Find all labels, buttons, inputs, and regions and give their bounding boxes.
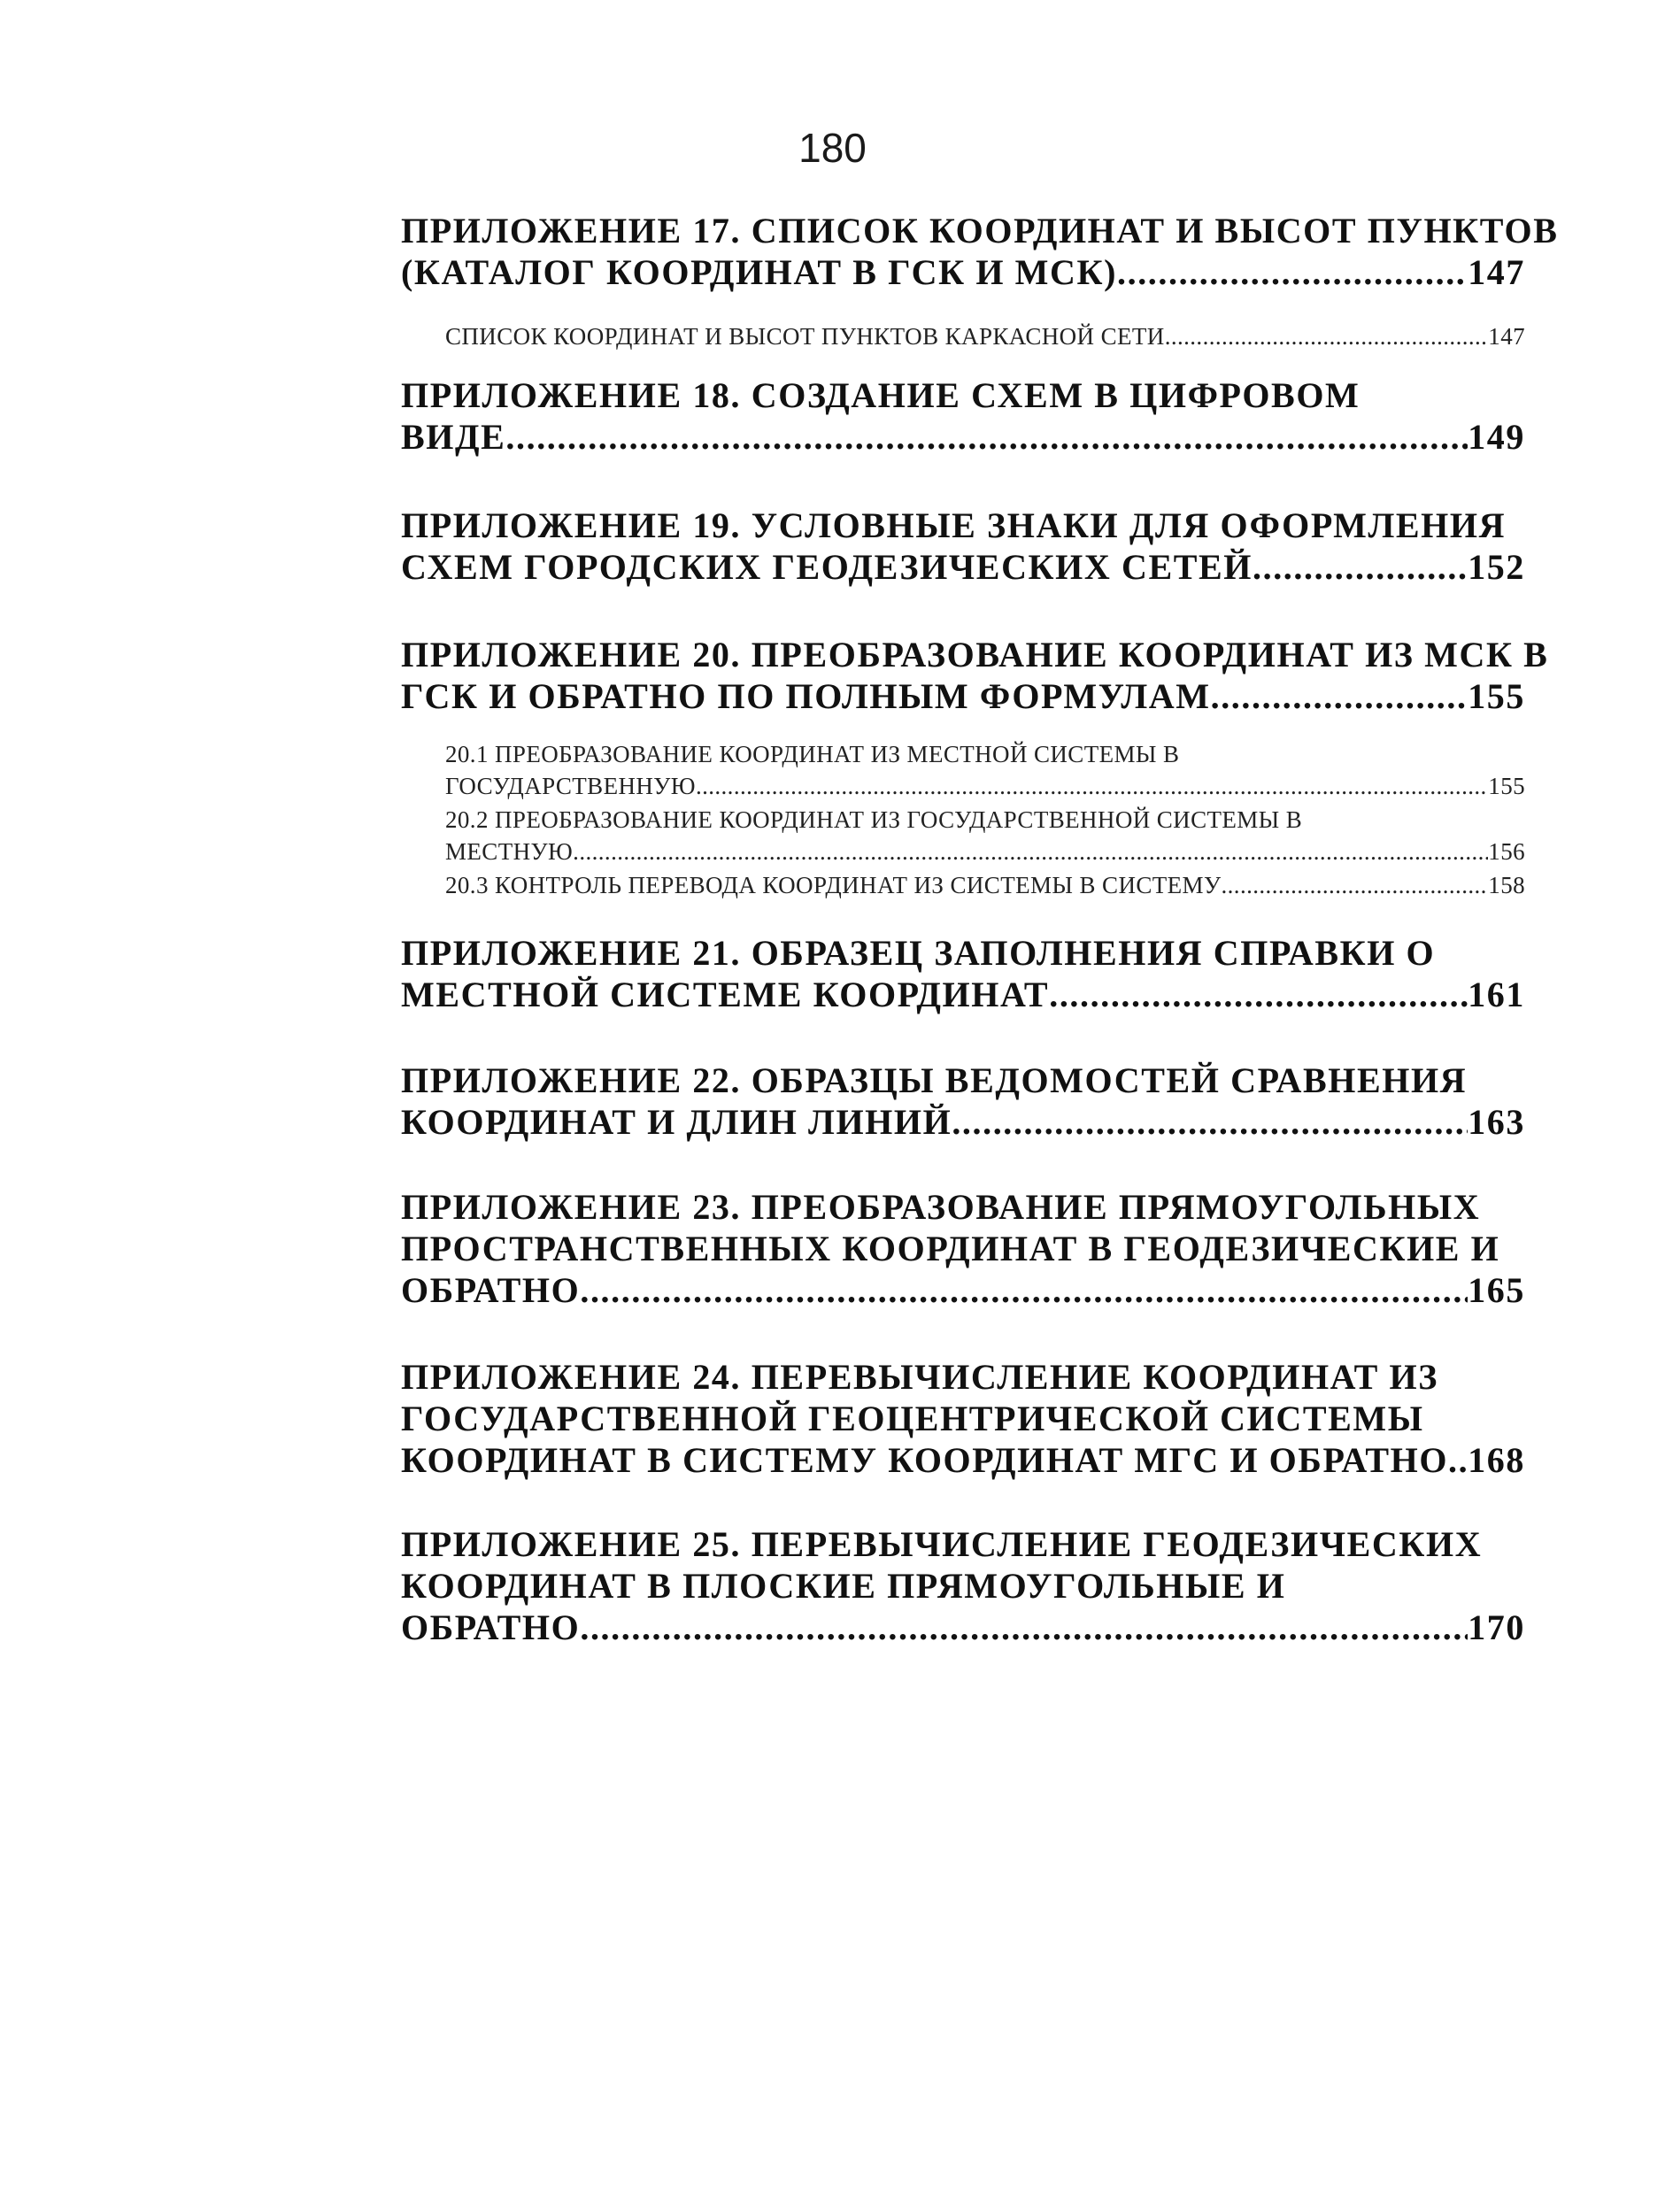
toc-entry-page-number: 155 [1468,676,1525,716]
toc-entry-appendix-20[interactable] [401,634,1549,717]
dot-leader [696,770,1488,802]
toc-entry-page-number: 156 [1488,838,1525,865]
toc-entry-leader-line [445,770,1525,802]
page-number: 180 [798,125,867,171]
toc-entry-page-number: 163 [1468,1102,1525,1142]
dot-leader [580,1269,1468,1311]
toc-entry-title-line: СПИСОК КООРДИНАТ И ВЫСОТ ПУНКТОВ КАРКАСНОЙ СЕТИ [445,323,1165,350]
toc-entry-leader-line [401,974,1525,1015]
toc-entry-leader-line [445,836,1525,867]
toc-entry-leader-line [445,869,1525,901]
dot-leader [1253,546,1468,588]
toc-entry-leader-line [445,320,1525,352]
toc-entry-leader-line [401,1439,1525,1481]
toc-entry-page-number: 161 [1468,975,1525,1014]
toc-entry-appendix-23[interactable] [401,1186,1525,1311]
toc-entry-leader-line [401,1607,1525,1648]
toc-entry-appendix-25[interactable] [401,1523,1525,1648]
dot-leader [952,1101,1468,1143]
toc-entry-title-line: ПРИЛОЖЕНИЕ 25. ПЕРЕВЫЧИСЛЕНИЕ ГЕОДЕЗИЧЕСКИХ [401,1524,1483,1564]
toc-entry-title-line: 20.3 КОНТРОЛЬ ПЕРЕВОДА КООРДИНАТ ИЗ СИСТЕМЫ В СИСТЕМУ [445,872,1222,898]
toc-entry-title-line: МЕСТНУЮ [445,838,574,865]
toc-entry-leader-line [401,1101,1525,1143]
toc-entry-page-number: 152 [1468,547,1525,587]
toc-entry-title-line: ПРИЛОЖЕНИЕ 22. ОБРАЗЦЫ ВЕДОМОСТЕЙ СРАВНЕНИЯ [401,1060,1468,1100]
dot-leader [573,836,1488,867]
toc-entry-appendix-19[interactable] [401,505,1525,588]
toc-entry-page-number: 155 [1488,773,1525,799]
toc-entry-title-line: 20.2 ПРЕОБРАЗОВАНИЕ КООРДИНАТ ИЗ ГОСУДАРСТВЕННОЙ СИСТЕМЫ В [445,806,1303,833]
toc-entry-title-line: ПРИЛОЖЕНИЕ 17. СПИСОК КООРДИНАТ И ВЫСОТ ПУНКТОВ [401,211,1559,250]
toc-subentry-framework-network[interactable] [445,320,1525,352]
toc-entry-title-line: ПРИЛОЖЕНИЕ 18. СОЗДАНИЕ СХЕМ В ЦИФРОВОМ [401,375,1361,415]
toc-entry-title-line: ПРИЛОЖЕНИЕ 21. ОБРАЗЕЦ ЗАПОЛНЕНИЯ СПРАВКИ О [401,933,1436,973]
toc-entry-title-line: (КАТАЛОГ КООРДИНАТ В ГСК И МСК) [401,252,1117,292]
toc-entry-title-line: МЕСТНОЙ СИСТЕМЕ КООРДИНАТ [401,975,1050,1014]
toc-entry-page-number: 147 [1468,252,1525,292]
toc-entry-page-number: 165 [1468,1270,1525,1310]
toc-entry-leader-line [401,546,1525,588]
toc-entry-title-line: СХЕМ ГОРОДСКИХ ГЕОДЕЗИЧЕСКИХ СЕТЕЙ [401,547,1253,587]
dot-leader [505,416,1468,458]
dot-leader [1448,1439,1468,1481]
toc-entry-title-line: ПРИЛОЖЕНИЕ 24. ПЕРЕВЫЧИСЛЕНИЕ КООРДИНАТ ИЗ [401,1357,1438,1397]
toc-subentry-20-2[interactable] [445,804,1525,867]
dot-leader [1211,675,1468,717]
toc-entry-title-line: ПРИЛОЖЕНИЕ 19. УСЛОВНЫЕ ЗНАКИ ДЛЯ ОФОРМЛЕНИЯ [401,505,1507,545]
toc-entry-title-line: ОБРАТНО [401,1607,581,1647]
toc-entry-title-line: ПРОСТРАНСТВЕННЫХ КООРДИНАТ В ГЕОДЕЗИЧЕСКИЕ И [401,1229,1500,1268]
toc-entry-title-line: ГСК И ОБРАТНО ПО ПОЛНЫМ ФОРМУЛАМ [401,676,1211,716]
toc-subentry-20-3[interactable] [445,869,1525,901]
toc-entry-page-number: 149 [1468,417,1525,457]
dot-leader [1165,320,1489,352]
toc-entry-title-line: 20.1 ПРЕОБРАЗОВАНИЕ КООРДИНАТ ИЗ МЕСТНОЙ СИСТЕМЫ В [445,741,1180,767]
dot-leader [580,1607,1468,1648]
toc-entry-title-line: ГОСУДАРСТВЕННОЙ ГЕОЦЕНТРИЧЕСКОЙ СИСТЕМЫ [401,1399,1424,1438]
toc-entry-leader-line [401,416,1525,458]
toc-entry-title-line: ПРИЛОЖЕНИЕ 23. ПРЕОБРАЗОВАНИЕ ПРЯМОУГОЛЬНЫХ [401,1187,1481,1227]
toc-subentry-20-1[interactable] [445,738,1525,802]
toc-entry-page-number: 147 [1488,323,1525,350]
toc-entry-appendix-18[interactable] [401,374,1525,458]
toc-entry-title-line: КООРДИНАТ В ПЛОСКИЕ ПРЯМОУГОЛЬНЫЕ И [401,1566,1286,1606]
toc-entry-title-line: ВИДЕ [401,417,506,457]
dot-leader [1222,869,1489,901]
toc-entry-title-line: КООРДИНАТ И ДЛИН ЛИНИЙ [401,1102,952,1142]
toc-entry-leader-line [401,675,1525,717]
toc-entry-title-line: ОБРАТНО [401,1270,581,1310]
toc-entry-page-number: 158 [1488,872,1525,898]
toc-entry-appendix-17[interactable] [401,210,1559,293]
dot-leader [1049,974,1468,1015]
toc-entry-title-line: КООРДИНАТ В СИСТЕМУ КООРДИНАТ МГС И ОБРАТНО [401,1440,1449,1480]
toc-entry-appendix-24[interactable] [401,1356,1525,1481]
toc-entry-appendix-22[interactable] [401,1060,1525,1143]
toc-entry-page-number: 168 [1468,1440,1525,1480]
toc-entry-leader-line [401,1269,1525,1311]
toc-entry-title-line: ГОСУДАРСТВЕННУЮ [445,773,696,799]
toc-entry-title-line: ПРИЛОЖЕНИЕ 20. ПРЕОБРАЗОВАНИЕ КООРДИНАТ ИЗ МСК В [401,635,1549,674]
toc-entry-page-number: 170 [1468,1607,1525,1647]
dot-leader [1117,251,1468,293]
toc-entry-leader-line [401,251,1525,293]
toc-entry-appendix-21[interactable] [401,932,1525,1015]
